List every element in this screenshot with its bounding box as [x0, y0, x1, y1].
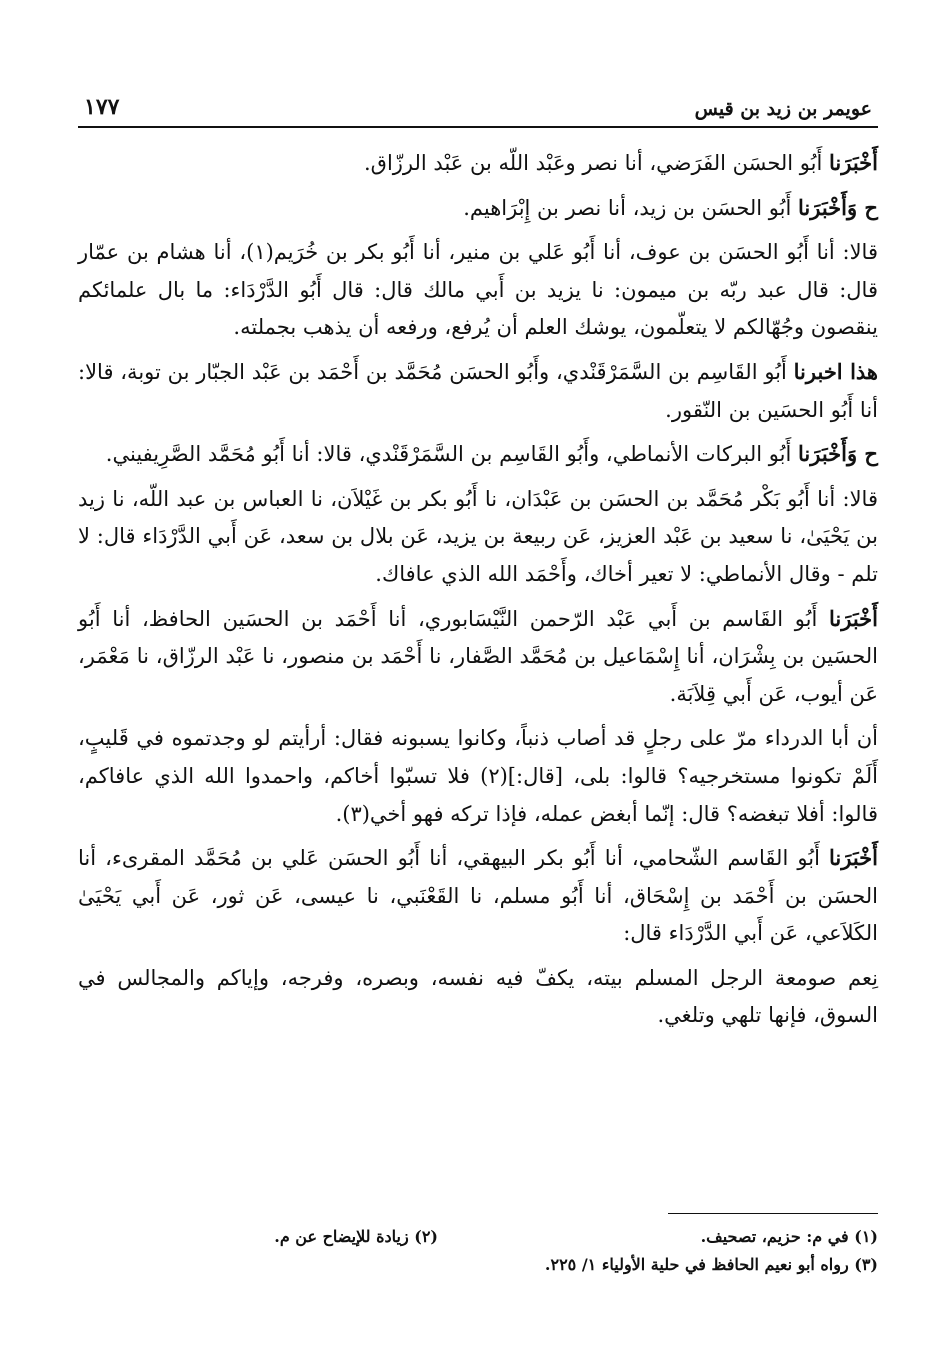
running-header: [78, 86, 878, 128]
paragraph-text: أَبُو القَاسم الشّحامي، أنا أَبُو بكر البيهقي، أنا أَبُو الحسَن عَلي بن مُحَمَّد المقرىء، أنا الحسَن بن أَحْمَد بن إِسْحَاق، أنا أَبُو مسلم، نا القَعْنَبي، نا عيسى، عَن ثور، عَن أَبي يَحْيَىٰ الكَلاَعي، عَن أَبي الدَّرْدَاء قال:: [78, 846, 878, 946]
footnote-2: (٢) زيادة للإيضاح عن م.: [274, 1227, 438, 1246]
paragraph-lead: ح وَأَخْبَرَنا: [798, 194, 878, 220]
paragraph-text: قالا: أنا أَبُو بَكْر مُحَمَّد بن الحسَن بن عَبْدَان، نا أَبُو بكر بن غَيْلاَن، نا العباس بن عبد اللّه، نا زيد بن يَحْيَىٰ، نا سعيد بن عَبْد العزيز، عَن ربيعة بن يزيد، عَن بلال بن سعد، عَن أَبي الدَّرْدَاء قال: لا تلم - وقال الأنماطي: لا تعير أخاك، وأَحْمَد الله الذي عافاك.: [78, 486, 878, 586]
footnotes: [78, 1213, 878, 1279]
paragraph-2: [78, 189, 878, 228]
paragraph-text: أَبُو الحسَن بن زيد، أنا نصر بن إِبْرَاهيم.: [463, 195, 798, 220]
paragraph-6: [78, 480, 878, 594]
page: [78, 86, 878, 1041]
paragraph-9: [78, 839, 878, 953]
paragraph-lead: أَخْبَرَنا: [829, 845, 878, 871]
paragraph-text: أَبُو القَاسِم بن السَّمَرْقَنْدي، وأَبُو الحسَن مُحَمَّد بن أَحْمَد بن عَبْد الجبّار بن توبة، قالا: أنا أَبُو الحسَين بن النّقور.: [78, 359, 878, 422]
paragraph-text: أَبُو الحسَن الفَرَضي، أنا نصر وعَبْد اللّه بن عَبْد الرزّاق.: [363, 151, 830, 175]
paragraph-4: [78, 353, 878, 429]
footnote-row: [78, 1223, 878, 1251]
paragraph-1: [78, 144, 878, 183]
paragraph-lead: هذا اخبرنا: [793, 358, 879, 384]
paragraph-7: [78, 600, 878, 714]
page-number: ١٧٧: [84, 94, 120, 120]
paragraph-text: قالا: أنا أَبُو الحسَن بن عوف، أنا أَبُو عَلي بن منير، أنا أَبُو بكر بن خُرَيم(١)، أنا هشام بن عمّار قال: قال عبد ربّه بن ميمون: نا يزيد بن أَبي مالك قال: قال أَبُو الدَّرْدَاء: ما بال علمائكم ينقصون وجُهّالكم لا يتعلّمون، يوشك العلم أن يُرفع، ورفعه أن يذهب بجملته.: [78, 240, 878, 340]
footnote-row: [78, 1251, 878, 1279]
paragraph-lead: أَخْبَرَنا: [829, 605, 878, 631]
paragraph-8: [78, 719, 878, 833]
paragraph-lead: ح وَأَخْبَرَنا: [798, 441, 878, 467]
footnote-3: (٣) رواه أبو نعيم الحافظ في حلية الأولياء ١/ ٢٢٥.: [544, 1255, 878, 1274]
paragraph-10: [78, 959, 878, 1035]
footnote-1: (١) في م: حزيم، تصحيف.: [700, 1227, 878, 1246]
paragraph-text: نِعم صومعة الرجل المسلم بيته، يكفّ فيه نفسه، وبصره، وفرجه، وإياكم والمجالس في السوق، فإنها تلهي وتلغي.: [78, 965, 878, 1028]
paragraph-lead: أَخْبَرَنا: [829, 150, 878, 175]
running-title: عويمر بن زيد بن قيس: [694, 98, 872, 120]
paragraph-text: أَبُو القَاسم بن أَبي عَبْد الرّحمن النَّيْسَابوري، أنا أَحْمَد بن الحسَين الحافظ، أنا أَبُو الحسَين بن بِشْرَان، أنا إِسْمَاعيل بن مُحَمَّد الصَّفار، نا أَحْمَد بن منصور، نا عَبْد الرزّاق، نا مَعْمَر، عَن أيوب، عَن أَبي قِلاَبَة.: [78, 606, 878, 706]
paragraph-5: [78, 435, 878, 474]
paragraph-text: أن أبا الدرداء مرّ على رجلٍ قد أصاب ذنباً، وكانوا يسبونه فقال: أرأيتم لو وجدتموه في قَليبٍ، أَلَمْ تكونوا مستخرجيه؟ قالوا: بلى، [قال:](٢) فلا تسبّوا أخاكم، واحمدوا الله الذي عافاكم، قالوا: أفلا تبغضه؟ قال: إنّما أبغض عمله، فإذا تركه فهو أخي(٣).: [78, 726, 879, 826]
footnote-rule: [668, 1213, 878, 1214]
paragraph-text: أَبُو البركات الأنماطي، وأَبُو القَاسِم بن السَّمَرْقَنْدي، قالا: أنا أَبُو مُحَمَّد الصَّرِيفيني.: [105, 442, 798, 467]
body-text: [78, 144, 878, 1035]
paragraph-3: [78, 233, 878, 347]
